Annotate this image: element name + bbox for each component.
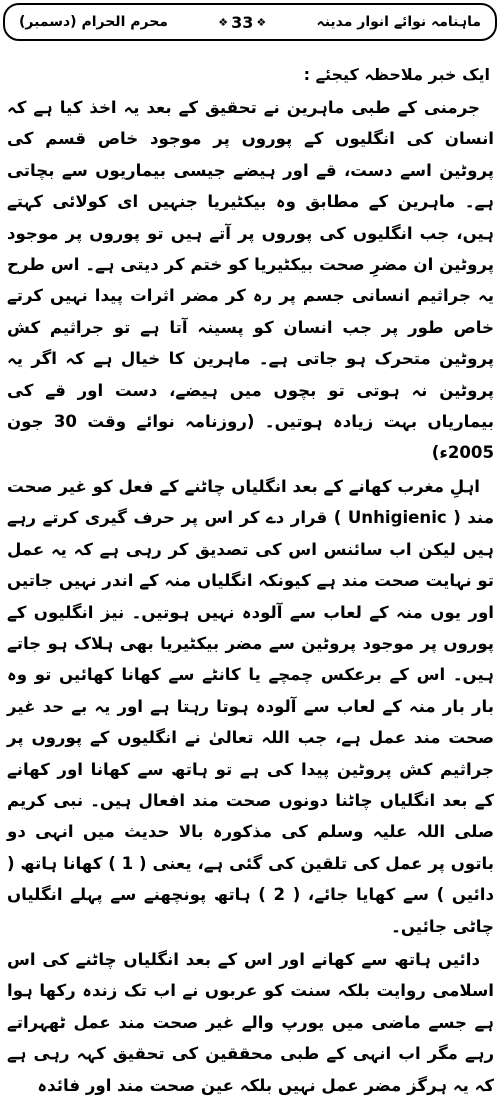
article-paragraph: دائیں ہاتھ سے کھانے اور اس کے بعد انگلیاں چاٹنے کی اس اسلامی روایت بلکہ سنت کو عربوں نے اب تک زندہ رکھا ہوا ہے جسے ماضی میں یورپ والے غیر صحت مند عمل ٹھہراتے رہے مگر اب انہی کے طبی محققین کی تحقیق کہہ رہی ہے کہ یہ ہرگز مضر عمل نہیں بلکہ عین صحت مند اور فائدہ	[7, 949, 494, 1095]
ornament-icon: ❖	[218, 15, 229, 29]
page-number: 33	[231, 12, 254, 32]
page-number-badge	[218, 13, 266, 32]
page-header	[3, 3, 497, 41]
news-paragraph: جرمنی کے طبی ماہرین نے تحقیق کے بعد یہ اخذ کیا ہے کہ انسان کی انگلیوں کے پوروں پر موجود خاص قسم کی پروٹین اسے دست، قے اور ہیضے جیسی بیماریوں سے بچاتی ہے۔ ماہرین کے مطابق وہ بیکٹیریا جنہیں ای کولائی کہتے ہیں، جب انگلیوں کی پوروں پر آتے ہیں تو پوروں پر موجود پروٹین ان مضرِ صحت بیکٹیریا کو ختم کر دیتی ہے۔ اس طرح یہ جراثیم انسانی جسم پر رہ کر مضر اثرات پیدا نہیں کرتے خاص طور پر جب انسان کو پسینہ آتا ہے تو جراثیم کش پروٹین متحرک ہو جاتی ہے۔ ماہرین کا خیال ہے کہ اگر یہ پروٹین نہ ہوتی تو بچوں میں ہیضے، دست اور قے کی بیماریاں بہت زیادہ ہوتیں۔ (روزنامہ نوائے وقت 30 جون 2005ء)	[7, 98, 494, 463]
section-heading: ایک خبر ملاحظہ کیجئے :	[303, 65, 490, 84]
magazine-title: ماہنامہ نوائے انوار مدینہ	[316, 14, 481, 30]
ornament-icon: ❖	[256, 15, 267, 29]
article-body	[7, 62, 495, 1095]
article-paragraph: اہلِ مغرب کھانے کے بعد انگلیاں چاٹنے کے فعل کو غیر صحت مند ( Unhigienic ) قرار دے کر اس پر حرف گیری کرتے رہے ہیں لیکن اب سائنس اس کی تصدیق کر رہی ہے کہ یہ عمل تو نہایت صحت مند ہے کیونکہ انگلیاں منہ کے اندر نہیں جاتیں اور یوں منہ کے لعاب سے آلودہ نہیں ہوتیں۔ نیز انگلیوں کے پوروں پر موجود پروٹین سے مضر بیکٹیریا بھی ہلاک ہو جاتے ہیں۔ اس کے برعکس چمچے یا کانٹے سے کھانا کھائیں تو وہ بار بار منہ کے لعاب سے آلودہ ہوتا رہتا ہے اور یہ بے حد غیر صحت مند عمل ہے، جب اللہ تعالیٰ نے انگلیوں کے پوروں پر جراثیم کش پروٹین پیدا کی ہے تو ہاتھ سے کھانا اور کھانے کے بعد انگلیاں چاٹنا دونوں صحت مند افعال ہیں۔ نبی کریم صلی اللہ علیہ وسلم کی مذکورہ بالا حدیث میں انہی دو باتوں پر عمل کی تلقین کی گئی ہے، یعنی ( 1 ) کھانا ہاتھ ( دائیں ) سے کھایا جائے، ( 2 ) ہاتھ پونچھنے سے پہلے انگلیاں چاٹی جائیں۔	[7, 476, 495, 936]
issue-month: محرم الحرام (دسمبر)	[19, 14, 168, 30]
